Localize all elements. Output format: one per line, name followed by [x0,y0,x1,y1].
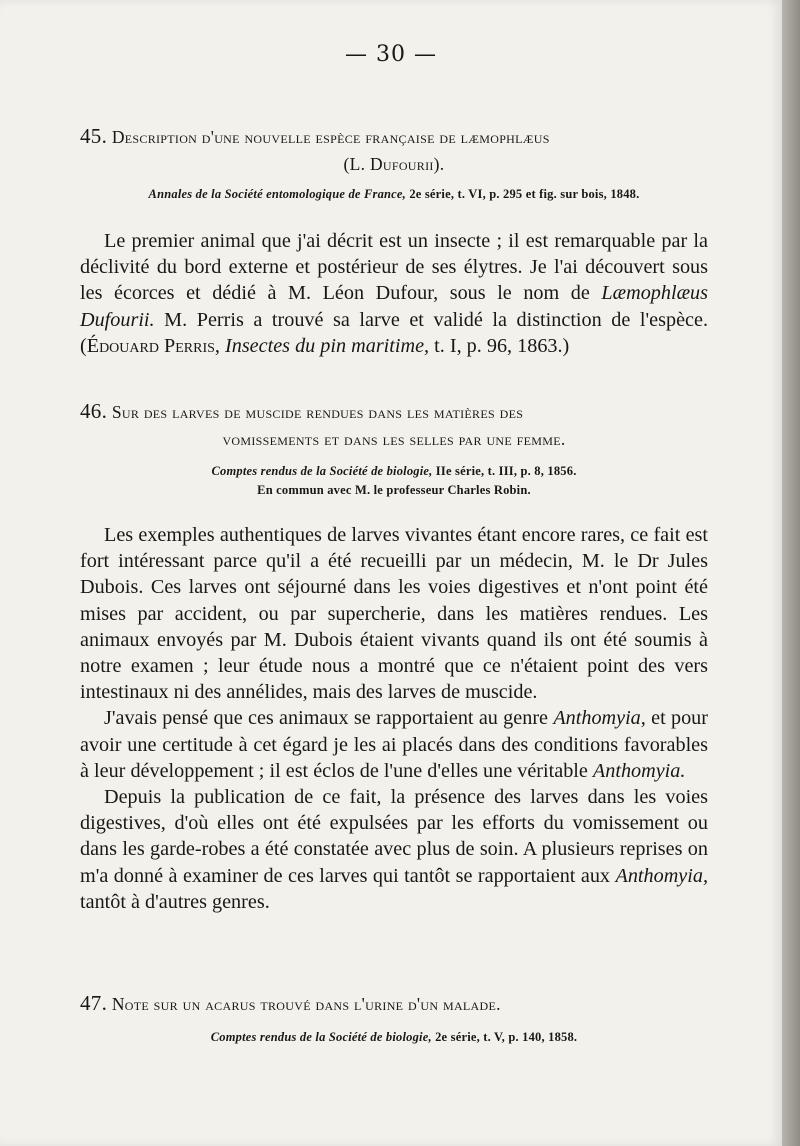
reference-details: IIe série, t. III, p. 8, 1856. [432,464,577,478]
body-text: Le premier animal que j'ai décrit est un insecte ; il est remarquable par la déclivité du bord externe et postérieur de ses élytres. Je l'ai découvert sous les écorces et dédié à M. Léon Dufour, sous le nom de [80,230,708,305]
body-text: t. I, p. 96, 1863.) [429,334,570,357]
page-edge [782,0,800,1146]
section-47-reference [80,1028,708,1047]
paragraph: Depuis la publication de ce fait, la présence des larves dans les voies digestives, d'où elles ont été expulsées par les efforts du vomissement ou dans les garde-robes a été constatée avec plus de soin. A plusieurs reprises on m'a donné à examiner de ces larves qui tantôt se rapportaient aux Anthomyia, tantôt à d'autres genres. [80,786,708,913]
genus-name: Anthomyia. [592,759,686,782]
author-name: Édouard Perris, [86,334,220,357]
reference-journal: Annales de la Société entomologique de France, [148,187,407,201]
book-title: Insectes du pin maritime, [225,334,430,357]
section-46-heading-line2: vomissements et dans les selles par une femme. [222,429,566,449]
section-46-collaborator: En commun avec M. le professeur Charles Robin. [257,483,531,497]
section-title: Sur des larves de muscide rendues dans les matières des [111,402,524,422]
section-46-body [80,522,708,915]
section-45-body [80,228,708,359]
section-45-heading-line2: (L. Dufourii). [343,154,445,174]
section-title: Description d'une nouvelle espèce française de læmophlæus [111,127,550,147]
paragraph: J'avais pensé que ces animaux se rapportaient au genre Anthomyia, et pour avoir une certitude à cet égard je les ai placés dans des conditions favorables à leur développement ; il est éclos de l'une d'elles une véritable Anthomyia. [80,707,709,782]
reference-journal: Comptes rendus de la Société de biologie, [210,1030,432,1044]
species-name: Læmophlæus Dufourii. [80,282,708,331]
section-45-reference [80,185,708,204]
section-46-reference [80,462,708,481]
section-47-heading [80,990,708,1018]
genus-name: Anthomyia, [553,707,646,730]
section-number: 45. [80,124,108,148]
genus-name: Anthomyia, [615,864,708,887]
reference-details: 2e série, t. V, p. 140, 1858. [431,1030,578,1044]
page-number: — 30 — [345,42,437,67]
section-46-heading [80,398,708,426]
body-text: M. Perris a trouvé sa larve et validé la distinction de l'espèce. ( [80,308,708,357]
paragraph: Les exemples authentiques de larves vivantes étant encore rares, ce fait est fort intéressant parce qu'il a été recueilli par un médecin, M. le Dr Jules Dubois. Ces larves ont séjourné dans les voies digestives et n'ont point été mises par accident, ou par supercherie, dans les matières rendues. Les animaux envoyés par M. Dubois étaient vivants quand ils ont été soumis à notre examen ; leur étude nous a montré que ce n'étaient point des vers intestinaux ni des annélides, mais des larves de muscide. [80,524,708,704]
section-number: 46. [80,399,108,423]
section-title: Note sur un acarus trouvé dans l'urine d'un malade. [111,994,501,1014]
reference-details: 2e série, t. VI, p. 295 et fig. sur bois, 1848. [406,187,640,201]
reference-journal: Comptes rendus de la Société de biologie, [211,464,433,478]
section-number: 47. [80,991,108,1015]
section-45-heading [80,123,708,151]
